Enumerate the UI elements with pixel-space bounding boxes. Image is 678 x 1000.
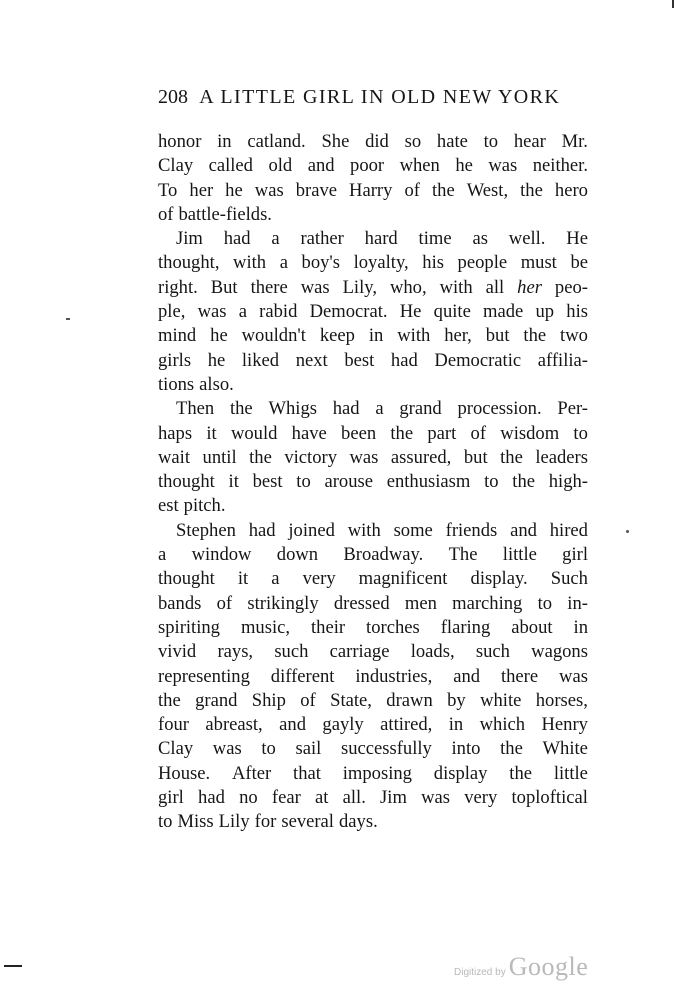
word: and — [279, 714, 306, 736]
word: girl — [158, 787, 184, 809]
google-logo: Google — [508, 952, 589, 981]
word: with — [347, 519, 381, 541]
word: Mr. — [561, 131, 588, 152]
word: Whigs — [268, 398, 317, 420]
word: of — [404, 179, 420, 201]
word: there — [250, 276, 288, 298]
word: loads, — [410, 641, 455, 663]
text-line — [158, 397, 588, 421]
word: but — [485, 325, 510, 347]
word: leaders — [535, 446, 588, 468]
word: battle-fields. — [178, 203, 272, 225]
word: Ship — [251, 689, 286, 711]
word: had — [332, 398, 360, 420]
word: girl — [562, 544, 588, 566]
word: of — [300, 689, 316, 711]
word: had — [198, 787, 225, 809]
word: very — [302, 568, 336, 590]
word: industries, — [355, 665, 433, 687]
text-line — [158, 446, 588, 470]
word: Henry — [541, 714, 588, 736]
word: To — [158, 179, 178, 201]
watermark-prefix: Digitized by — [454, 967, 506, 978]
word: boy's — [301, 252, 341, 274]
word: quite — [433, 301, 471, 323]
word: was — [349, 446, 379, 468]
word: representing — [158, 665, 250, 687]
page-number: 208 — [158, 86, 188, 108]
word: But — [210, 276, 238, 298]
word: must — [520, 252, 557, 274]
word: to — [573, 422, 588, 444]
word: was — [197, 301, 227, 323]
word: have — [291, 422, 327, 444]
text-line — [158, 422, 588, 446]
text-line — [158, 762, 588, 786]
word: catland. — [247, 131, 306, 152]
word: in — [368, 325, 384, 347]
word: White — [542, 738, 588, 760]
word: several — [281, 811, 334, 833]
word: rays, — [217, 641, 254, 663]
word: girls — [158, 349, 192, 371]
word: toploftical — [511, 787, 588, 809]
word: thought — [158, 471, 215, 493]
word: to — [484, 471, 499, 493]
word: torches — [366, 616, 420, 638]
word: four — [158, 714, 189, 736]
scan-edge-mark — [4, 965, 22, 967]
word: House. — [158, 762, 211, 784]
text-line — [158, 810, 588, 834]
word: Clay — [158, 738, 194, 760]
word: into — [451, 738, 481, 760]
word: flaring — [440, 616, 491, 638]
word: he — [225, 179, 243, 201]
word: a — [238, 301, 247, 323]
word: in — [448, 714, 464, 736]
word: the — [431, 179, 455, 201]
word: the — [523, 325, 547, 347]
word: at — [314, 787, 329, 809]
word: attired, — [380, 714, 433, 736]
word: her — [189, 179, 214, 201]
word: brave — [295, 179, 338, 201]
word: She — [321, 131, 350, 152]
word: down — [276, 544, 319, 566]
word: West, — [466, 179, 509, 201]
word: his — [422, 252, 444, 274]
word: his — [566, 301, 588, 323]
word: joined — [288, 519, 335, 541]
word: loyalty, — [353, 252, 409, 274]
word: wouldn't — [241, 325, 306, 347]
word: part — [427, 422, 457, 444]
text-line — [158, 154, 588, 178]
word: little — [553, 762, 588, 784]
word: Per- — [557, 398, 588, 420]
word: also. — [199, 373, 234, 395]
word: arouse — [324, 471, 373, 493]
word: best — [252, 471, 283, 493]
word: window — [191, 544, 252, 566]
text-line — [158, 470, 588, 494]
word: with — [233, 252, 267, 274]
word: fear — [271, 787, 301, 809]
word: marching — [452, 592, 523, 614]
word: to — [296, 471, 311, 493]
text-line — [158, 519, 588, 543]
text-line — [158, 665, 588, 689]
text-line — [158, 786, 588, 810]
word: to — [537, 592, 553, 614]
word: when — [399, 155, 440, 177]
word: he — [455, 155, 473, 177]
word: the — [520, 179, 543, 201]
text-line — [158, 616, 588, 640]
word: tions — [158, 373, 195, 395]
word: Harry — [349, 179, 393, 201]
word: right. — [158, 276, 198, 298]
word: rather — [300, 228, 344, 250]
word: dressed — [333, 592, 390, 614]
emphasis: her — [517, 276, 542, 298]
word: the — [229, 398, 253, 420]
word: had — [248, 519, 276, 541]
word: some — [393, 519, 433, 541]
word: strikingly — [247, 592, 319, 614]
word: was — [488, 155, 518, 177]
word: drawn — [386, 689, 433, 711]
text-line — [158, 276, 588, 300]
word: in — [573, 616, 588, 638]
word: abreast, — [205, 714, 263, 736]
word: been — [341, 422, 377, 444]
word: to — [261, 738, 276, 760]
word: sail — [295, 738, 322, 760]
word: the — [509, 762, 533, 784]
word: bands — [158, 592, 202, 614]
word: white — [480, 689, 522, 711]
scan-speck — [66, 318, 70, 320]
word: assured, — [390, 446, 452, 468]
text-line — [158, 713, 588, 737]
word: for — [254, 811, 277, 833]
word: ple, — [158, 301, 186, 323]
word: had — [390, 349, 418, 371]
word: display — [433, 762, 488, 784]
word: which — [479, 714, 526, 736]
text-line — [158, 227, 588, 251]
word: He — [399, 301, 422, 323]
word: days. — [338, 811, 378, 833]
word: Lily, — [342, 276, 377, 298]
text-line — [158, 689, 588, 713]
word: there — [500, 665, 539, 687]
word: such — [274, 641, 309, 663]
word: the — [500, 446, 523, 468]
word: and — [510, 519, 537, 541]
word: a — [158, 544, 167, 566]
word: peo- — [554, 276, 588, 298]
word: the — [512, 471, 536, 493]
word: best — [344, 349, 375, 371]
word: who, — [389, 276, 427, 298]
word: magnificent — [358, 568, 448, 590]
word: so — [404, 131, 422, 152]
word: wagons — [531, 641, 588, 663]
word: music, — [240, 616, 291, 638]
word: old — [268, 155, 293, 177]
word: all — [485, 276, 505, 298]
word: He — [566, 228, 588, 250]
word: vivid — [158, 641, 197, 663]
word: affilia- — [537, 349, 588, 371]
word: imposing — [342, 762, 412, 784]
word: no — [239, 787, 258, 809]
text-line — [158, 130, 588, 154]
word: next — [295, 349, 328, 371]
word: to — [483, 131, 499, 152]
word: Miss — [177, 811, 214, 833]
word: the — [500, 738, 523, 760]
word: with — [439, 276, 473, 298]
word: hard — [364, 228, 398, 250]
word: men — [404, 592, 437, 614]
word: had — [223, 228, 251, 250]
text-line — [158, 737, 588, 761]
word: After — [231, 762, 272, 784]
word: made — [483, 301, 524, 323]
text-line — [158, 592, 588, 616]
word: and — [307, 155, 335, 177]
word: a — [279, 252, 288, 274]
word: of — [216, 592, 233, 614]
word: time — [418, 228, 452, 250]
word: neither. — [532, 155, 588, 177]
word: haps — [158, 422, 193, 444]
word: their — [311, 616, 346, 638]
word: Lily — [218, 811, 250, 833]
word: but — [463, 446, 488, 468]
text-line — [158, 640, 588, 664]
word: very — [464, 787, 498, 809]
word: high- — [548, 471, 588, 493]
word: her, — [444, 325, 472, 347]
text-line — [158, 349, 588, 373]
word: as — [472, 228, 488, 250]
scan-corner-mark — [672, 0, 674, 8]
word: gayly — [322, 714, 364, 736]
word: display. — [470, 568, 528, 590]
word: he — [207, 349, 226, 371]
word: it — [206, 422, 217, 444]
word: to — [158, 811, 173, 833]
word: a — [271, 568, 280, 590]
word: grand — [195, 689, 238, 711]
word: until — [202, 446, 237, 468]
word: keep — [319, 325, 355, 347]
running-title: A LITTLE GIRL IN OLD NEW YORK — [199, 86, 561, 108]
scan-speck — [626, 530, 629, 533]
word: little — [502, 544, 537, 566]
word: State, — [330, 689, 372, 711]
word: by — [447, 689, 466, 711]
word: carriage — [329, 641, 390, 663]
word: he — [210, 325, 228, 347]
word: about — [511, 616, 553, 638]
text-line — [158, 324, 588, 348]
word: was — [254, 179, 284, 201]
text-line — [158, 203, 588, 227]
word: hear — [513, 131, 546, 152]
text-line — [158, 494, 588, 518]
word: Clay — [158, 155, 194, 177]
word: with — [397, 325, 431, 347]
text-line — [158, 251, 588, 275]
word: hate — [436, 131, 468, 152]
word: people — [457, 252, 508, 274]
word: and — [453, 665, 481, 687]
word: liked — [241, 349, 280, 371]
word: friends — [445, 519, 498, 541]
word: be — [570, 252, 588, 274]
text-line — [158, 373, 588, 397]
body-text — [158, 130, 588, 835]
word: grand — [399, 398, 442, 420]
word: hero — [554, 179, 588, 201]
word: was — [300, 276, 330, 298]
word: in — [217, 131, 232, 152]
word: thought, — [158, 252, 220, 274]
word: poor — [350, 155, 385, 177]
word: all. — [342, 787, 366, 809]
text-line — [158, 567, 588, 591]
digitized-watermark — [454, 952, 588, 982]
word: was — [212, 738, 242, 760]
word: was — [421, 787, 451, 809]
word: rabid — [259, 301, 298, 323]
word: that — [293, 762, 321, 784]
word: was — [559, 665, 588, 687]
word: would — [230, 422, 278, 444]
word: successfully — [340, 738, 432, 760]
word: honor — [158, 131, 202, 152]
word: such — [475, 641, 510, 663]
word: up — [535, 301, 555, 323]
word: well. — [508, 228, 546, 250]
word: thought — [158, 568, 215, 590]
word: Jim — [380, 787, 407, 809]
word: The — [448, 544, 478, 566]
word: mind — [158, 325, 197, 347]
word: the — [249, 446, 272, 468]
word: pitch. — [183, 495, 226, 517]
word: wait — [158, 446, 191, 468]
word: enthusiasm — [386, 471, 471, 493]
text-line — [158, 300, 588, 324]
word: of — [158, 203, 174, 225]
word: procession. — [457, 398, 542, 420]
word: Such — [550, 568, 588, 590]
word: a — [375, 398, 384, 420]
running-header — [158, 86, 560, 109]
word: victory — [284, 446, 337, 468]
word: Jim — [176, 228, 203, 250]
word: different — [270, 665, 335, 687]
word: wisdom — [500, 422, 560, 444]
word: it — [228, 471, 239, 493]
text-line — [158, 179, 588, 203]
text-line — [158, 543, 588, 567]
word: Broadway. — [343, 544, 424, 566]
word: a — [271, 228, 280, 250]
word: Then — [176, 398, 215, 420]
word: horses, — [535, 689, 588, 711]
word: Stephen — [176, 519, 236, 541]
word: spiriting — [158, 616, 220, 638]
word: hired — [549, 519, 588, 541]
word: the — [390, 422, 414, 444]
word: in- — [567, 592, 588, 614]
word: it — [237, 568, 249, 590]
word: did — [365, 131, 389, 152]
word: called — [208, 155, 253, 177]
word — [517, 276, 542, 300]
word: Democratic — [434, 349, 522, 371]
word: two — [560, 325, 588, 347]
word: of — [470, 422, 487, 444]
word: est — [158, 495, 179, 517]
word: Democrat. — [309, 301, 388, 323]
word: the — [158, 689, 181, 711]
